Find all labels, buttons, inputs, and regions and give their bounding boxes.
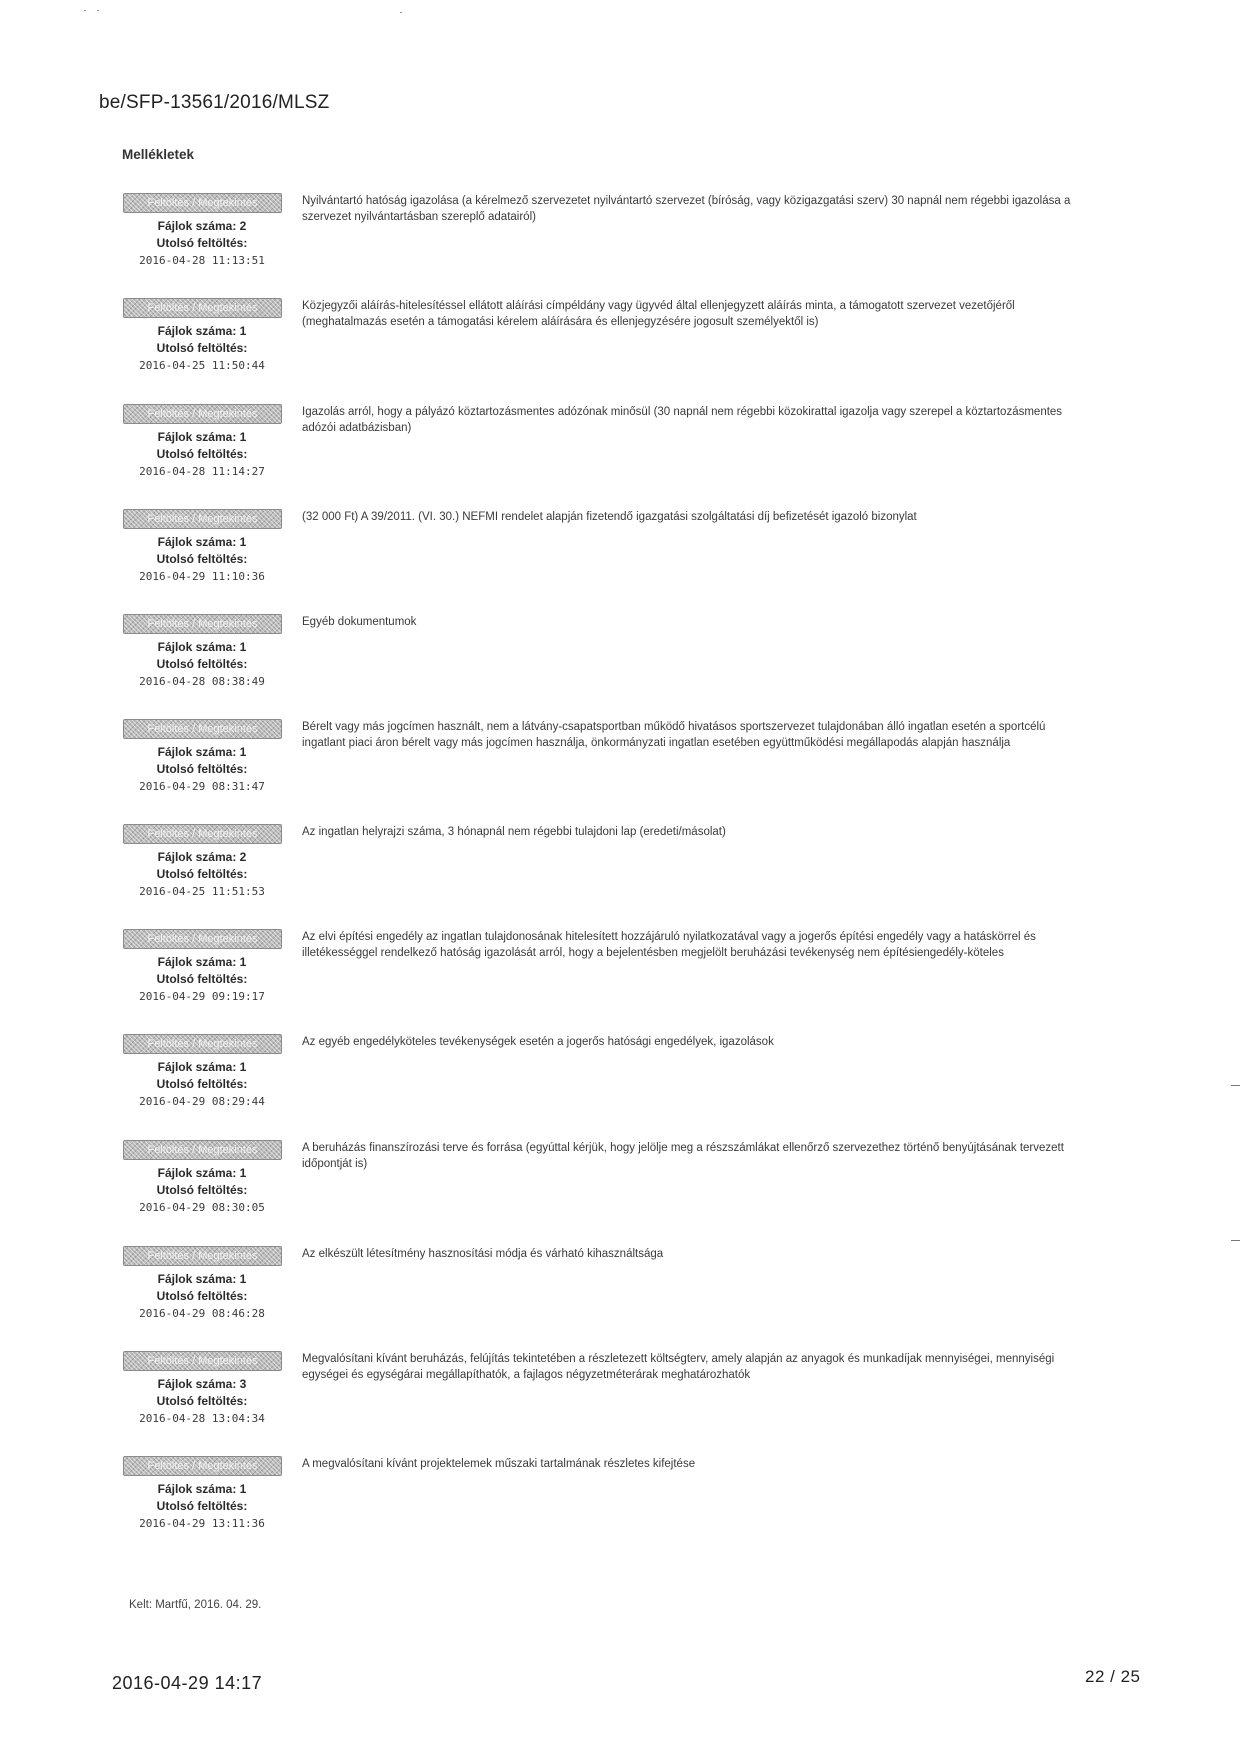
attachment-description: A beruházás finanszírozási terve és forrása (egyúttal kérjük, hogy jelölje meg a részszámlákat ellenőrző szervezethez történő benyújtásának tervezett időpontját is) [302, 1142, 1064, 1170]
last-upload-value: 2016-04-29 08:29:44 [139, 1095, 265, 1108]
last-upload-label: Utolsó feltöltés: [156, 236, 248, 250]
place-date: Kelt: Martfű, 2016. 04. 29. [129, 1599, 262, 1611]
file-count-value: 1 [239, 1272, 247, 1286]
attachment-row [0, 298, 1241, 398]
attachment-row [0, 1034, 1241, 1134]
upload-view-button[interactable]: Feltöltés / Megtekintés [123, 404, 282, 424]
attachment-row [0, 404, 1241, 504]
file-count-label: Fájlok száma: [157, 1060, 237, 1074]
file-meta [118, 1481, 286, 1532]
last-upload-value: 2016-04-28 11:14:27 [139, 465, 265, 478]
attachment-description: Megvalósítani kívánt beruházás, felújítás tekintetében a részletezett költségterv, amely alapján az anyagok és munkadíjak mennyiségei, mennyiségi egységei és egységárai megállapíthatók, a fajlagos négyzetméterárak meghatározhatók [302, 1353, 1055, 1381]
last-upload-label: Utolsó feltöltés: [156, 972, 248, 986]
attachment-row [0, 1140, 1241, 1240]
file-meta [118, 744, 286, 795]
file-count-label: Fájlok száma: [157, 850, 237, 864]
attachment-description: Az egyéb engedélyköteles tevékenységek esetén a jogerős hatósági engedélyek, igazolások [302, 1036, 774, 1048]
attachment-row [0, 1456, 1241, 1556]
last-upload-label: Utolsó feltöltés: [156, 447, 248, 461]
attachment-row [0, 193, 1241, 293]
last-upload-label: Utolsó feltöltés: [156, 1289, 248, 1303]
edge-mark [1231, 1240, 1240, 1241]
file-meta [118, 954, 286, 1005]
last-upload-value: 2016-04-29 11:10:36 [139, 570, 265, 583]
attachment-description: (32 000 Ft) A 39/2011. (VI. 30.) NEFMI rendelet alapján fizetendő igazgatási szolgáltatási díj befizetését igazoló bizonylat [302, 511, 917, 523]
last-upload-value: 2016-04-29 08:31:47 [139, 780, 265, 793]
upload-view-button[interactable]: Feltöltés / Megtekintés [123, 298, 282, 318]
file-count-label: Fájlok száma: [157, 1272, 237, 1286]
file-meta [118, 1165, 286, 1216]
last-upload-label: Utolsó feltöltés: [156, 867, 248, 881]
attachment-row [0, 824, 1241, 924]
last-upload-label: Utolsó feltöltés: [156, 1499, 248, 1513]
attachment-row [0, 1351, 1241, 1451]
attachment-description: A megvalósítani kívánt projektelemek műszaki tartalmának részletes kifejtése [302, 1458, 696, 1470]
attachment-description: Bérelt vagy más jogcímen használt, nem a látvány-csapatsportban működő hivatásos sportszervezet tulajdonában álló ingatlan esetén a sportcélú ingatlant piaci áron bérelt vagy más jogcímen használja, önkormányzati ingatlan esetében együttműködési megállapodás alapján használja [302, 721, 1046, 749]
upload-view-button[interactable]: Feltöltés / Megtekintés [123, 1351, 282, 1371]
attachment-description: Az elkészült létesítmény hasznosítási módja és várható kihasználtsága [302, 1248, 664, 1260]
last-upload-value: 2016-04-28 11:13:51 [139, 254, 265, 267]
file-meta [118, 323, 286, 374]
last-upload-label: Utolsó feltöltés: [156, 657, 248, 671]
document-id: be/SFP-13561/2016/MLSZ [99, 92, 330, 113]
file-count-value: 1 [239, 1482, 247, 1496]
last-upload-label: Utolsó feltöltés: [156, 1394, 248, 1408]
attachment-row [0, 929, 1241, 1029]
file-count-label: Fájlok száma: [157, 1377, 237, 1391]
file-count-label: Fájlok száma: [157, 1482, 237, 1496]
upload-view-button[interactable]: Feltöltés / Megtekintés [123, 193, 282, 213]
file-meta [118, 1271, 286, 1322]
upload-view-button[interactable]: Feltöltés / Megtekintés [123, 929, 282, 949]
last-upload-value: 2016-04-28 13:04:34 [139, 1412, 265, 1425]
file-count-label: Fájlok száma: [157, 1166, 237, 1180]
page-number: 22 / 25 [1085, 1667, 1141, 1686]
last-upload-label: Utolsó feltöltés: [156, 762, 248, 776]
last-upload-value: 2016-04-29 08:46:28 [139, 1307, 265, 1320]
upload-view-button[interactable]: Feltöltés / Megtekintés [123, 614, 282, 634]
attachment-row [0, 614, 1241, 714]
scan-speck [84, 10, 86, 11]
upload-view-button[interactable]: Feltöltés / Megtekintés [123, 1140, 282, 1160]
attachment-row [0, 1246, 1241, 1346]
file-meta [118, 534, 286, 585]
file-meta [118, 1059, 286, 1110]
last-upload-value: 2016-04-28 08:38:49 [139, 675, 265, 688]
last-upload-label: Utolsó feltöltés: [156, 341, 248, 355]
file-count-label: Fájlok száma: [157, 430, 237, 444]
attachment-description: Igazolás arról, hogy a pályázó köztartozásmentes adózónak minősül (30 napnál nem régebbi közokirattal igazolja vagy szerepel a köztartozásmentes adózói adatbázisban) [302, 406, 1063, 434]
last-upload-value: 2016-04-25 11:50:44 [139, 359, 265, 372]
file-count-value: 1 [239, 324, 247, 338]
file-meta [118, 429, 286, 480]
last-upload-label: Utolsó feltöltés: [156, 1183, 248, 1197]
file-count-value: 1 [239, 640, 247, 654]
last-upload-value: 2016-04-29 13:11:36 [139, 1517, 265, 1530]
attachment-description: Az ingatlan helyrajzi száma, 3 hónapnál nem régebbi tulajdoni lap (eredeti/másolat) [302, 826, 726, 838]
file-count-label: Fájlok száma: [157, 640, 237, 654]
last-upload-label: Utolsó feltöltés: [156, 1077, 248, 1091]
file-meta [118, 639, 286, 690]
file-meta [118, 849, 286, 900]
last-upload-value: 2016-04-29 09:19:17 [139, 990, 265, 1003]
last-upload-label: Utolsó feltöltés: [156, 552, 248, 566]
last-upload-value: 2016-04-25 11:51:53 [139, 885, 265, 898]
file-count-value: 3 [239, 1377, 247, 1391]
file-count-value: 1 [239, 745, 247, 759]
file-count-label: Fájlok száma: [157, 535, 237, 549]
section-title: Mellékletek [122, 147, 195, 162]
upload-view-button[interactable]: Feltöltés / Megtekintés [123, 1246, 282, 1266]
file-count-value: 2 [239, 219, 247, 233]
attachment-row [0, 509, 1241, 609]
footer-timestamp: 2016-04-29 14:17 [112, 1673, 263, 1693]
upload-view-button[interactable]: Feltöltés / Megtekintés [123, 719, 282, 739]
file-count-value: 1 [239, 430, 247, 444]
upload-view-button[interactable]: Feltöltés / Megtekintés [123, 1456, 282, 1476]
upload-view-button[interactable]: Feltöltés / Megtekintés [123, 824, 282, 844]
attachment-description: Az elvi építési engedély az ingatlan tulajdonosának hitelesített hozzájáruló nyilatkozatával vagy a jogerős építési engedély vagy a hatáskörrel és illetékességgel rendelkező hatóság igazolását arról, hogy a bejelentésben megjelölt beruházási tevékenység nem építésiengedély-köteles [302, 931, 1036, 959]
file-meta [118, 1376, 286, 1427]
upload-view-button[interactable]: Feltöltés / Megtekintés [123, 1034, 282, 1054]
scan-speck [97, 10, 99, 11]
file-count-label: Fájlok száma: [157, 745, 237, 759]
attachment-description: Nyilvántartó hatóság igazolása (a kérelmező szervezetet nyilvántartó szervezet (bíróság, vagy közigazgatási szerv) 30 napnál nem régebbi igazolása a szervezet nyilvántartásban szereplő adatairól) [302, 195, 1071, 223]
file-count-label: Fájlok száma: [157, 955, 237, 969]
file-meta [118, 218, 286, 269]
attachment-description: Egyéb dokumentumok [302, 616, 417, 628]
attachment-row [0, 719, 1241, 819]
file-count-value: 1 [239, 535, 247, 549]
file-count-label: Fájlok száma: [157, 324, 237, 338]
last-upload-value: 2016-04-29 08:30:05 [139, 1201, 265, 1214]
file-count-label: Fájlok száma: [157, 219, 237, 233]
attachment-description: Közjegyzői aláírás-hitelesítéssel ellátott aláírási címpéldány vagy ügyvéd által ellenjegyzett aláírás minta, a támogatott szervezet vezetőjéről (meghatalmazás esetén a támogatási kérelem aláírására és ellenjegyzésére jogosult személyektől is) [302, 300, 1015, 328]
file-count-value: 1 [239, 1166, 247, 1180]
file-count-value: 1 [239, 1060, 247, 1074]
file-count-value: 2 [239, 850, 247, 864]
file-count-value: 1 [239, 955, 247, 969]
upload-view-button[interactable]: Feltöltés / Megtekintés [123, 509, 282, 529]
scan-speck [400, 12, 402, 13]
